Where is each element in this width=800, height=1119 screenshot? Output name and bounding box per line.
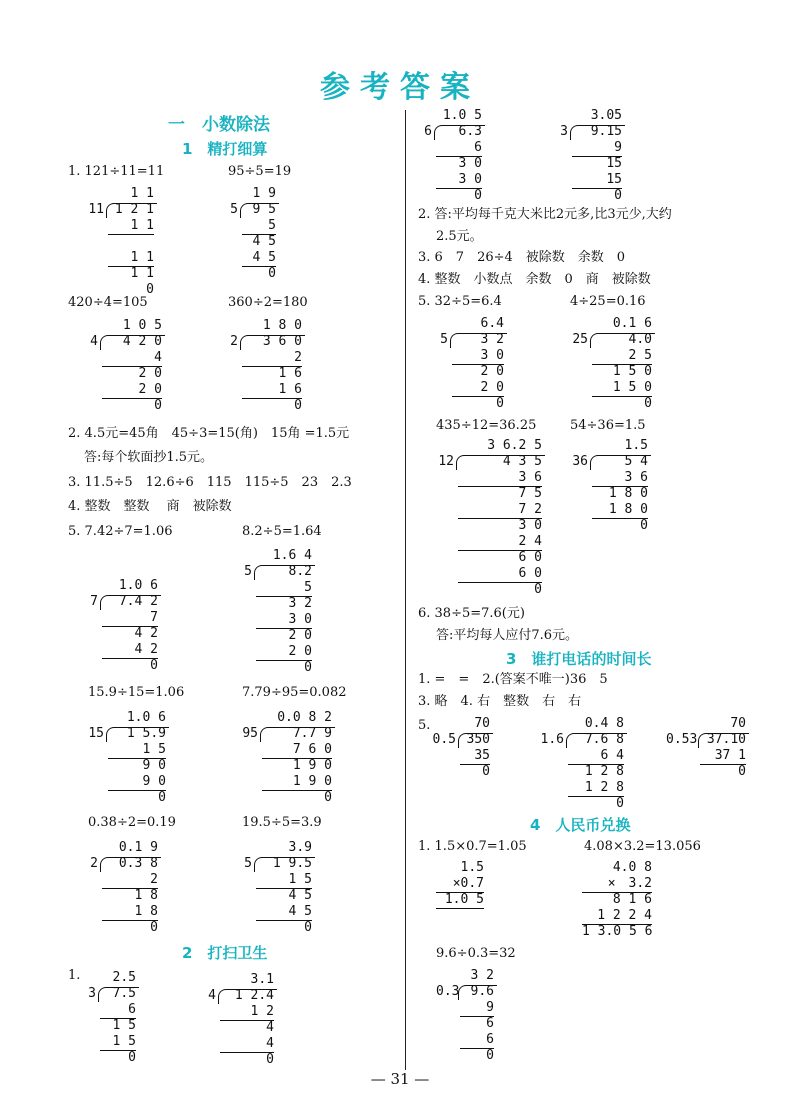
dividend: 5 4 [624, 454, 648, 469]
division-step: 5 [242, 218, 276, 235]
dividend: 1 9.5 [272, 856, 312, 871]
dividend: 1 2 1 [114, 202, 154, 217]
division-step: 3 6 [592, 470, 648, 487]
division-step: 0 [266, 1052, 274, 1067]
division-step: 0 [150, 920, 158, 935]
question-line: 5. 7.42÷7=1.06 [68, 524, 173, 539]
multiplication-row: 4.0 8 [612, 860, 652, 875]
quotient: 1.0 6 [118, 578, 158, 593]
division-step: 35 [460, 748, 490, 765]
question-line: 2. 4.5元=45角 45÷3=15(角) 15角 =1.5元 [68, 426, 350, 441]
quotient: 0.1 9 [118, 840, 158, 855]
dividend: 8.2 [288, 564, 312, 579]
quotient: 70 [730, 716, 746, 731]
division-step: 2 0 [452, 380, 504, 397]
quotient: 1 1 [130, 186, 154, 201]
division-step: 4 2 [134, 626, 158, 641]
division-step: 6 4 [568, 748, 624, 765]
divisor: 11 [88, 202, 104, 217]
division-step: 1 2 [220, 1004, 274, 1021]
division-step: 1 1 [108, 218, 154, 235]
division-step: 1 8 0 [592, 502, 648, 519]
answer-line: 2.5元。 [436, 229, 483, 244]
quotient: 2.5 [112, 970, 136, 985]
division-step: 2 0 [138, 366, 162, 381]
question-line: 3. 6 7 26÷4 被除数 余数 0 [418, 250, 626, 265]
dividend: 9.6 [470, 984, 494, 999]
question-line: 54÷36=1.5 [570, 418, 646, 433]
question-line: 1. 1.5×0.7=1.05 [418, 839, 527, 854]
division-step: 0 [304, 660, 312, 675]
question-line: 4.08×3.2=13.056 [584, 839, 701, 854]
dividend: 9.15 [590, 124, 622, 139]
division-step: 1 8 0 [608, 486, 648, 501]
division-step: 1 1 [130, 266, 154, 281]
division-step: 1 5 0 [592, 380, 652, 397]
division-step: 0 [294, 398, 302, 413]
division-step: 7 6 0 [262, 742, 332, 759]
question-line: 4. 整数 整数 商 被除数 [68, 499, 232, 514]
dividend: 4 3 5 [502, 454, 542, 469]
question-line: 435÷12=36.25 [436, 418, 537, 433]
dividend: 3 2 [480, 332, 504, 347]
division-step: 2 5 [592, 348, 652, 365]
division-step: 15 [572, 172, 622, 189]
division-step: 7 2 [458, 502, 542, 519]
question-line: 2. 答:平均每千克大米比2元多,比3元少,大约 [418, 207, 672, 222]
division-step: 1 2 8 [568, 780, 624, 797]
question-line: 95÷5=19 [228, 164, 292, 179]
division-step: 0 [474, 188, 482, 203]
divisor: 0.5 [432, 732, 456, 747]
dividend: 350 [466, 732, 490, 747]
multiplication-row: ×0.7 [436, 876, 484, 893]
quotient: 70 [474, 716, 490, 731]
division-step: 0 [158, 790, 166, 805]
question-line: 4. 整数 小数点 余数 0 商 被除数 [418, 272, 651, 287]
division-step: 0 [738, 764, 746, 779]
divisor: 95 [242, 726, 258, 741]
quotient: 3 6.2 5 [487, 438, 542, 453]
divisor: 4 [90, 334, 98, 349]
divisor: 15 [88, 726, 104, 741]
division-step: 4 [266, 1020, 274, 1035]
division-step: 6 [460, 1032, 494, 1049]
division-step: 0 [614, 188, 622, 203]
question-line: 1. [68, 968, 81, 983]
quotient: 1.5 [624, 438, 648, 453]
division-step: 6 [436, 140, 482, 157]
division-step: 6 0 [458, 566, 542, 583]
multiplication-row: 1 2 2 4 [582, 908, 652, 925]
division-step: 5 [256, 580, 312, 597]
division-step: 6 [486, 1016, 494, 1031]
question-line: 3. 11.5÷5 12.6÷6 115 115÷5 23 2.3 [68, 475, 352, 490]
quotient: 6.4 [480, 316, 504, 331]
division-step: 0 [482, 764, 490, 779]
division-step: 6 0 [518, 550, 542, 565]
division-step: 3 0 [518, 518, 542, 533]
question-line: 420÷4=105 [68, 295, 148, 310]
division-step: 0 [496, 396, 504, 411]
dividend: 7.4 2 [118, 594, 158, 609]
division-step: 9 [572, 140, 622, 157]
dividend: 7.7 9 [292, 726, 332, 741]
division-step: 0 [486, 1048, 494, 1063]
division-step: 2 0 [102, 382, 162, 399]
question-line: 3. 略 4. 右 整数 右 右 [418, 694, 582, 709]
division-step: 2 0 [480, 364, 504, 379]
division-step: 2 [102, 872, 158, 889]
divisor: 36 [572, 454, 588, 469]
quotient: 1 9 [252, 186, 276, 201]
division-step: 0 [644, 396, 652, 411]
division-step: 7 5 [518, 486, 542, 501]
multiplication-row: 8 1 6 [612, 892, 652, 907]
division-step: 4 2 [102, 642, 158, 659]
dividend: 4 2 0 [122, 334, 162, 349]
division-step: 4 5 [256, 904, 312, 921]
division-step: 0 [640, 518, 648, 533]
lesson-heading: 4 人民币兑换 [530, 816, 631, 834]
division-step: 2 4 [458, 534, 542, 551]
division-step: 4 5 [252, 234, 276, 249]
division-step: 1 5 [108, 742, 166, 759]
question-line: 360÷2=180 [228, 295, 308, 310]
divisor: 0.53 [666, 732, 698, 747]
question-line: 19.5÷5=3.9 [242, 815, 322, 830]
division-step: 15 [606, 156, 622, 171]
divisor: 2 [90, 856, 98, 871]
question-line: 1. = = 2.(答案不唯一)36 5 [418, 672, 608, 687]
divisor: 0.3 [436, 984, 460, 999]
division-step: 1 9 0 [292, 758, 332, 773]
unit-heading: 一 小数除法 [168, 115, 270, 135]
quotient: 3.9 [288, 840, 312, 855]
division-step: 1 1 [108, 250, 154, 267]
question-line: 7.79÷95=0.082 [242, 685, 347, 700]
quotient: 1 0 5 [122, 318, 162, 333]
dividend: 9 5 [252, 202, 276, 217]
division-step: 0 [616, 796, 624, 811]
division-step: 4 5 [242, 250, 276, 267]
divisor: 1.6 [540, 732, 564, 747]
multiplication-row: 1.5 [460, 860, 484, 875]
divisor: 5 [440, 332, 448, 347]
division-step: 0 [128, 1050, 136, 1065]
lesson-heading: 2 打扫卫生 [182, 944, 268, 962]
page-number: — 31 — [370, 1070, 430, 1088]
division-step: 1 5 [100, 1034, 136, 1051]
dividend: 7.5 [112, 986, 136, 1001]
divisor: 4 [208, 988, 216, 1003]
division-step: 1 6 [278, 366, 302, 381]
division-step: 3 6 [458, 470, 542, 487]
division-step: 3 0 [458, 156, 482, 171]
division-step: 7 [102, 610, 158, 627]
quotient: 1.6 4 [272, 548, 312, 563]
multiplication-row: × 3.2 [582, 876, 652, 893]
divisor: 5 [244, 856, 252, 871]
question-line: 0.38÷2=0.19 [88, 815, 176, 830]
division-step: 1 8 [134, 888, 158, 903]
division-step: 37 1 [700, 748, 746, 765]
division-step: 0 [268, 266, 276, 281]
division-step: 1 2 8 [584, 764, 624, 779]
quotient: 1 8 0 [262, 318, 302, 333]
dividend: 37.10 [706, 732, 746, 747]
dividend: 1 2.4 [234, 988, 274, 1003]
lesson-heading: 1 精打细算 [182, 140, 268, 158]
column-divider [405, 110, 406, 1070]
division-step: 0 [150, 658, 158, 673]
division-step: 4 [102, 350, 162, 367]
division-step: 2 [242, 350, 302, 367]
division-step: 3 0 [256, 612, 312, 629]
division-step: 0 [534, 582, 542, 597]
dividend: 0.3 8 [118, 856, 158, 871]
question-line: 5. 32÷5=6.4 [418, 294, 502, 309]
division-step: 6 [100, 1002, 136, 1019]
quotient: 3.1 [250, 972, 274, 987]
multiplication-row: 1 3.0 5 6 [582, 924, 653, 939]
division-step: 9 [460, 1000, 494, 1017]
quotient: 0.0 8 2 [277, 710, 332, 725]
division-step: 3 2 [288, 596, 312, 611]
division-step: 2 0 [288, 628, 312, 643]
division-step: 1 5 [112, 1018, 136, 1033]
answer-line: 答:平均每人应付7.6元。 [436, 628, 579, 643]
divisor: 3 [560, 124, 568, 139]
division-step: 4 [220, 1036, 274, 1053]
quotient: 0.4 8 [584, 716, 624, 731]
division-step: 1 9 0 [262, 774, 332, 791]
lesson-heading: 3 谁打电话的时间长 [506, 650, 652, 668]
divisor: 2 [230, 334, 238, 349]
division-step: 0 [154, 398, 162, 413]
dividend: 6.3 [458, 124, 482, 139]
division-step: 2 0 [256, 644, 312, 661]
page-title: 参考答案 [320, 70, 480, 105]
dividend: 1 5.9 [126, 726, 166, 741]
division-step: 1 8 [102, 904, 158, 921]
divisor: 3 [88, 986, 96, 1001]
quotient: 3 2 [470, 968, 494, 983]
question-line: 1. 121÷11=11 [68, 164, 165, 179]
divisor: 25 [572, 332, 588, 347]
division-step: 3 0 [436, 172, 482, 189]
divisor: 7 [90, 594, 98, 609]
question-line: 9.6÷0.3=32 [436, 946, 516, 961]
dividend: 4.0 [628, 332, 652, 347]
quotient: 1.0 6 [126, 710, 166, 725]
division-step: 0 [146, 282, 154, 297]
division-step: 4 5 [288, 888, 312, 903]
divisor: 12 [438, 454, 454, 469]
dividend: 7.6 8 [584, 732, 624, 747]
division-step: 1 5 [256, 872, 312, 889]
division-step: 1 5 0 [612, 364, 652, 379]
question-line: 6. 38÷5=7.6(元) [418, 606, 525, 621]
question-line: 5. [418, 718, 431, 733]
quotient: 1.0 5 [442, 108, 482, 123]
multiplication-row: 1.0 5 [436, 892, 484, 909]
division-step: 1 6 [242, 382, 302, 399]
divisor: 5 [244, 564, 252, 579]
dividend: 3 6 0 [262, 334, 302, 349]
quotient: 3.05 [590, 108, 622, 123]
question-line: 15.9÷15=1.06 [88, 685, 185, 700]
division-step: 3 0 [452, 348, 504, 365]
division-step: 0 [324, 790, 332, 805]
question-line: 4÷25=0.16 [570, 294, 646, 309]
divisor: 5 [230, 202, 238, 217]
answer-line: 答:每个软面抄1.5元。 [84, 450, 214, 465]
question-line: 8.2÷5=1.64 [242, 524, 322, 539]
division-step: 0 [304, 920, 312, 935]
division-step: 9 0 [108, 774, 166, 791]
division-step: 9 0 [142, 758, 166, 773]
divisor: 6 [424, 124, 432, 139]
quotient: 0.1 6 [612, 316, 652, 331]
